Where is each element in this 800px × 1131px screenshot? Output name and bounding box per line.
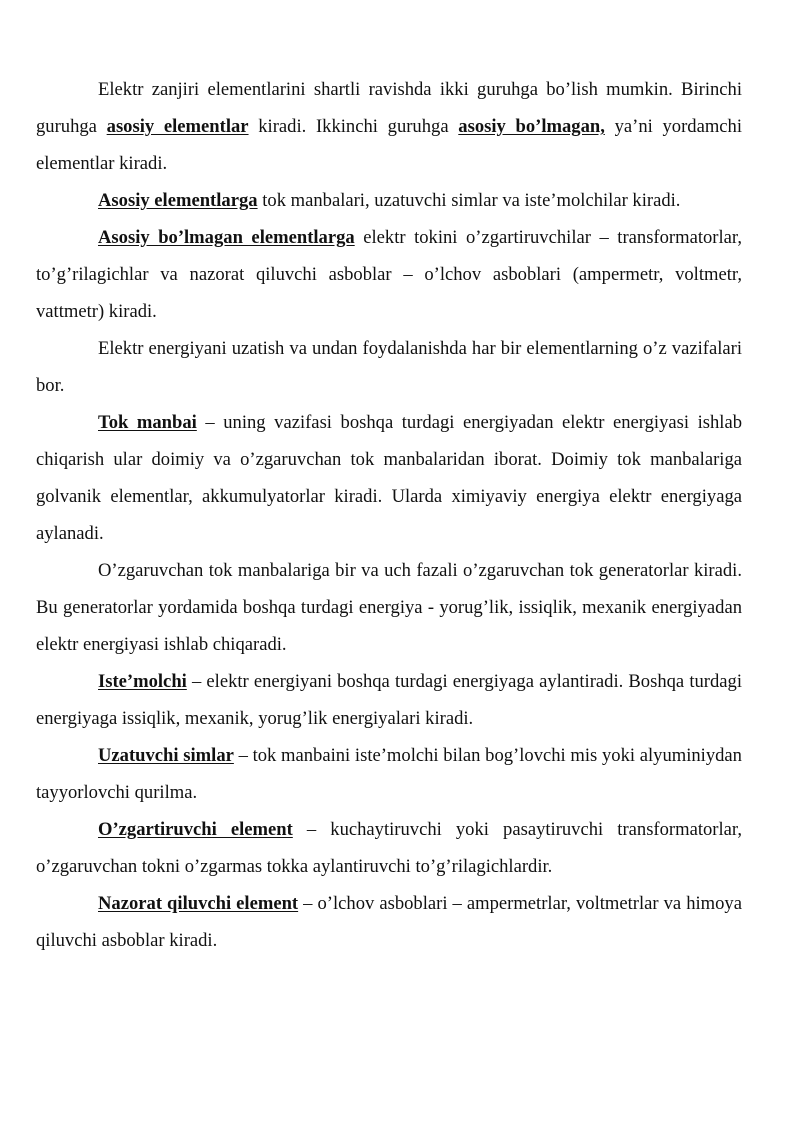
paragraph-text: – o’lchov asboblari – ampermetrlar, voltmetrlar va himoya qiluvchi asboblar kiradi.: [36, 893, 742, 951]
term-consumer: Iste’molchi: [98, 671, 187, 692]
term-non-main-elements: asosiy bo’lmagan,: [458, 116, 605, 137]
para-control: [36, 885, 742, 959]
paragraph-text: – elektr energiyani boshqa turdagi energiyaga aylantiradi. Boshqa turdagi energiyaga issiqlik, mexanik, yorug’lik energiyalari kiradi.: [36, 671, 742, 729]
document-page: [36, 71, 742, 959]
paragraph-text: Elektr energiyani uzatish va undan foydalanishda har bir elementlarning o’z vazifalari bor.: [36, 338, 742, 396]
term-wires: Uzatuvchi simlar: [98, 745, 234, 766]
para-wires: [36, 737, 742, 811]
para-element-functions: [36, 330, 742, 404]
paragraph-text: – kuchaytiruvchi yoki pasaytiruvchi transformatorlar, o’zgaruvchan tokni o’zgarmas tokka aylantiruvchi to’g’rilagichlardir.: [36, 819, 742, 877]
paragraph-text: kiradi. Ikkinchi guruhga: [248, 116, 459, 137]
term-converter: O’zgartiruvchi element: [98, 819, 293, 840]
term-main-elements-list: Asosiy elementlarga: [98, 190, 258, 211]
term-current-source: Tok manbai: [98, 412, 197, 433]
term-main-elements: asosiy elementlar: [106, 116, 249, 137]
paragraph-text: O’zgaruvchan tok manbalariga bir va uch fazali o’zgaruvchan tok generatorlar kiradi. Bu generatorlar yordamida boshqa turdagi energiya - yorug’lik, issiqlik, mexanik energiyadan elektr energiyasi ishlab chiqaradi.: [36, 560, 742, 655]
para-element-groups: [36, 71, 742, 182]
paragraph-text: – tok manbaini iste’molchi bilan bog’lovchi mis yoki alyuminiydan tayyorlovchi qurilma.: [36, 745, 742, 803]
term-auxiliary-elements: Asosiy bo’lmagan elementlarga: [98, 227, 355, 248]
para-ac-sources: [36, 552, 742, 663]
para-auxiliary-elements: [36, 219, 742, 330]
paragraph-text: ya’ni yordamchi elementlar kiradi.: [36, 116, 743, 174]
paragraph-text: elektr tokini o’zgartiruvchilar – transformatorlar, to’g’rilagichlar va nazorat qiluvchi asboblar – o’lchov asboblari (ampermetr, voltmetr, vattmetr) kiradi.: [36, 227, 743, 322]
para-converter: [36, 811, 742, 885]
para-current-source: [36, 404, 742, 552]
paragraph-text: – uning vazifasi boshqa turdagi energiyadan elektr energiyasi ishlab chiqarish ular doimiy va o’zgaruvchan tok manbalaridan iborat. Doimiy tok manbalariga golvanik elementlar, akkumulyatorlar kiradi. Ularda ximiyaviy energiya elektr energiyaga aylanadi.: [36, 412, 742, 544]
paragraph-text: tok manbalari, uzatuvchi simlar va iste’molchilar kiradi.: [257, 190, 681, 211]
paragraph-text: Elektr zanjiri elementlarini shartli ravishda ikki guruhga bo’lish mumkin. Birinchi guruhga: [36, 79, 742, 137]
para-consumer: [36, 663, 742, 737]
term-control: Nazorat qiluvchi element: [98, 893, 299, 914]
para-main-elements: [36, 182, 742, 219]
